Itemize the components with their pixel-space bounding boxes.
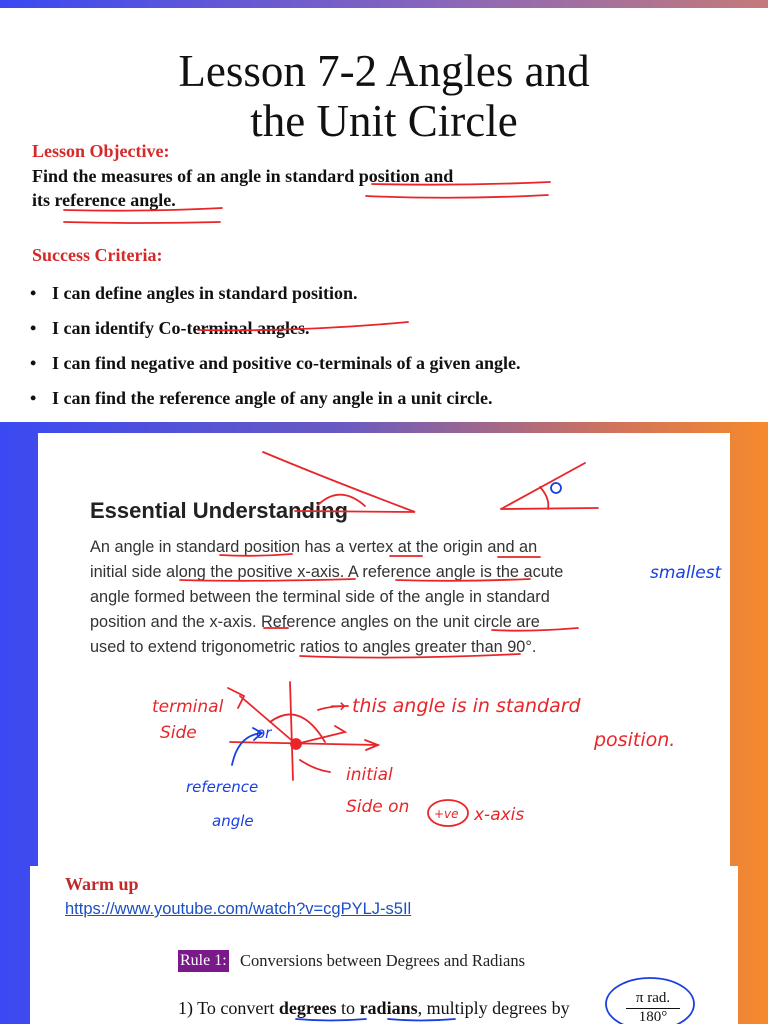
criteria-item bbox=[30, 346, 521, 381]
slide-essential-understanding bbox=[38, 433, 730, 866]
rule-label: Rule 1: bbox=[178, 950, 229, 972]
step-prefix: 1) To convert bbox=[178, 998, 275, 1018]
annotation-angle: angle bbox=[212, 812, 254, 830]
title-line-2: the Unit Circle bbox=[250, 96, 518, 146]
criteria-item bbox=[30, 276, 521, 311]
bullet: • bbox=[30, 388, 37, 408]
annotation-x-axis: x-axis bbox=[474, 805, 525, 825]
youtube-link[interactable]: https://www.youtube.com/watch?v=cgPYLJ-s5Il bbox=[65, 900, 412, 918]
bullet: • bbox=[30, 353, 37, 373]
bullet: • bbox=[30, 318, 37, 338]
conversion-fraction bbox=[626, 990, 680, 1024]
objective-text bbox=[32, 164, 632, 212]
step-to: to bbox=[341, 998, 356, 1018]
criteria-text: I can define angles in standard position. bbox=[52, 283, 358, 303]
eu-line: initial side along the positive x-axis. A reference angle is the acute bbox=[90, 563, 564, 581]
step-radians: radians bbox=[359, 998, 418, 1018]
fraction-denominator: 180° bbox=[638, 1009, 668, 1024]
success-criteria-label: Success Criteria: bbox=[32, 245, 163, 265]
eu-line: angle formed between the terminal side of the angle in standard bbox=[90, 588, 550, 606]
step-suffix: , multiply degrees by bbox=[417, 998, 570, 1018]
eu-line: An angle in standard position has a vertex at the origin and an bbox=[90, 538, 538, 556]
eu-line: used to extend trigonometric ratios to angles greater than 90°. bbox=[90, 638, 537, 656]
essential-understanding-heading: Essential Understanding bbox=[90, 498, 348, 523]
lesson-title bbox=[0, 46, 768, 146]
rule-text: Conversions between Degrees and Radians bbox=[240, 951, 526, 970]
objective-label: Lesson Objective: bbox=[32, 141, 170, 161]
objective-line-2: its reference angle. bbox=[32, 190, 176, 210]
annotation-positive: +ve bbox=[434, 807, 459, 821]
annotation-initial: initial bbox=[346, 765, 393, 785]
objective-line-1: Find the measures of an angle in standard position and bbox=[32, 166, 454, 186]
step-degrees: degrees bbox=[278, 998, 337, 1018]
annotation-side: Side bbox=[160, 723, 197, 743]
criteria-text: I can find negative and positive co-terminals of a given angle. bbox=[52, 353, 521, 373]
annotation-reference: reference bbox=[186, 778, 259, 796]
success-criteria-list bbox=[30, 276, 521, 416]
eu-line: position and the x-axis. Reference angles on the unit circle are bbox=[90, 613, 540, 631]
slide-warm-up bbox=[30, 866, 738, 1024]
criteria-text: I can identify Co-terminal angles. bbox=[52, 318, 310, 338]
step-1-text bbox=[178, 998, 570, 1019]
bullet: • bbox=[30, 283, 37, 303]
annotation-side-on: Side on bbox=[346, 797, 410, 817]
fraction-numerator: π rad. bbox=[626, 990, 680, 1009]
annotation-terminal: terminal bbox=[152, 697, 224, 717]
annotation-or: or bbox=[256, 724, 272, 742]
title-line-1: Lesson 7-2 Angles and bbox=[178, 46, 590, 96]
slide-lesson-objective bbox=[0, 8, 768, 422]
criteria-item bbox=[30, 381, 521, 416]
annotation-this-angle: → this angle is in standard bbox=[330, 695, 581, 717]
top-bar bbox=[0, 0, 768, 8]
essential-understanding-text bbox=[90, 535, 650, 660]
criteria-text: I can find the reference angle of any angle in a unit circle. bbox=[52, 388, 493, 408]
annotation-position: position. bbox=[594, 729, 676, 751]
warm-up-label: Warm up bbox=[65, 874, 139, 894]
criteria-item bbox=[30, 311, 521, 346]
annotation-smallest: smallest bbox=[650, 563, 722, 583]
